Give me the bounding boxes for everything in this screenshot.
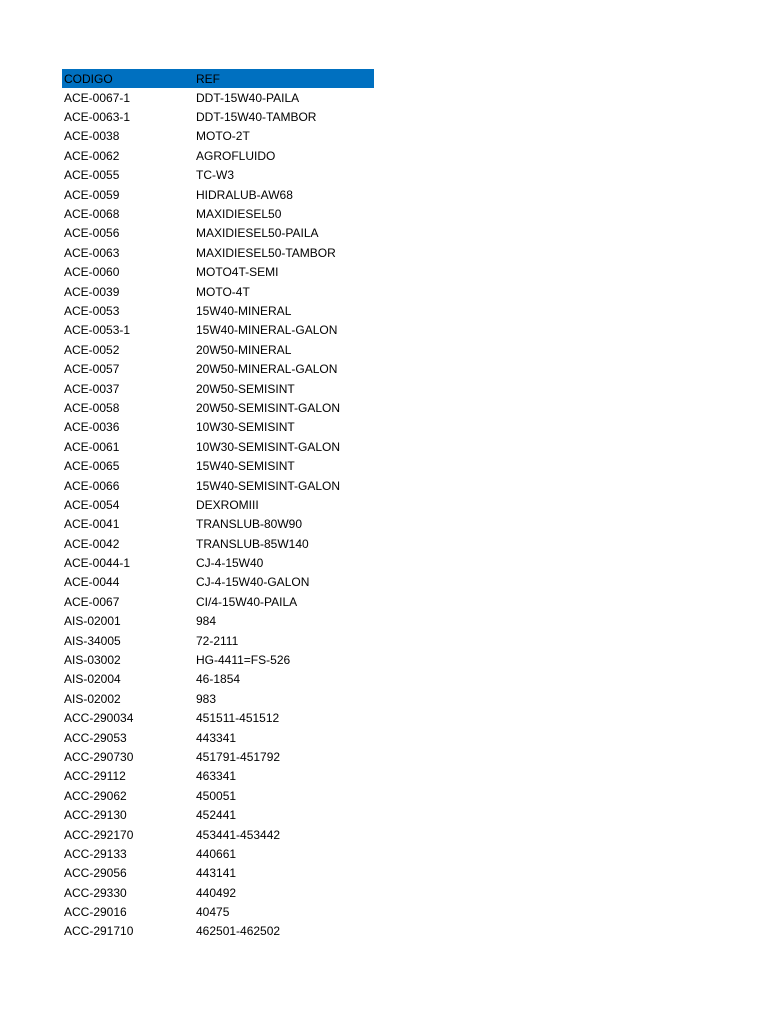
- cell-codigo[interactable]: ACE-0037: [64, 381, 120, 396]
- table-row: [62, 650, 374, 669]
- cell-codigo[interactable]: ACC-29133: [64, 846, 127, 861]
- cell-ref[interactable]: 20W50-SEMISINT-GALON: [196, 400, 341, 415]
- table-row: [62, 263, 374, 282]
- cell-codigo[interactable]: ACE-0059: [64, 187, 120, 202]
- cell-ref[interactable]: 20W50-MINERAL: [196, 342, 292, 357]
- table-row: [62, 301, 374, 320]
- table-row: [62, 786, 374, 805]
- cell-codigo[interactable]: ACE-0063: [64, 245, 120, 260]
- table-row: [62, 166, 374, 185]
- table-row: [62, 534, 374, 553]
- cell-codigo[interactable]: ACC-292170: [64, 827, 134, 842]
- cell-ref[interactable]: DEXROMIII: [196, 497, 259, 512]
- cell-codigo[interactable]: ACE-0056: [64, 226, 120, 241]
- cell-codigo[interactable]: ACE-0054: [64, 497, 120, 512]
- table-row: [62, 864, 374, 883]
- cell-ref[interactable]: 452441: [196, 808, 237, 823]
- table-row: [62, 418, 374, 437]
- cell-ref[interactable]: MAXIDIESEL50: [196, 207, 282, 222]
- cell-codigo[interactable]: ACE-0044-1: [64, 556, 131, 571]
- table-row: [62, 437, 374, 456]
- cell-ref[interactable]: 450051: [196, 788, 237, 803]
- table-row: [62, 359, 374, 378]
- cell-ref[interactable]: 15W40-MINERAL-GALON: [196, 323, 338, 338]
- cell-ref[interactable]: 453441-453442: [196, 827, 281, 842]
- cell-codigo[interactable]: ACE-0052: [64, 342, 120, 357]
- cell-codigo[interactable]: ACE-0057: [64, 362, 120, 377]
- cell-codigo[interactable]: ACE-0053-1: [64, 323, 131, 338]
- table-row: [62, 709, 374, 728]
- spreadsheet-table: [62, 69, 374, 941]
- cell-ref[interactable]: 46-1854: [196, 672, 241, 687]
- table-row: [62, 553, 374, 572]
- cell-ref[interactable]: 443141: [196, 866, 237, 881]
- cell-ref[interactable]: 20W50-SEMISINT: [196, 381, 295, 396]
- cell-codigo[interactable]: ACC-29112: [64, 769, 126, 784]
- table-row: [62, 282, 374, 301]
- column-header-ref[interactable]: REF: [196, 71, 220, 86]
- cell-codigo[interactable]: ACE-0060: [64, 265, 120, 280]
- cell-codigo[interactable]: ACE-0061: [64, 439, 120, 454]
- table-row: [62, 805, 374, 824]
- cell-ref[interactable]: 451511-451512: [196, 711, 280, 726]
- table-row: [62, 825, 374, 844]
- table-header-row: [62, 69, 374, 88]
- cell-ref[interactable]: 443341: [196, 730, 237, 745]
- cell-ref[interactable]: TC-W3: [196, 168, 234, 183]
- cell-ref[interactable]: HG-4411=FS-526: [196, 653, 291, 668]
- table-row: [62, 689, 374, 708]
- table-row: [62, 398, 374, 417]
- cell-ref[interactable]: MAXIDIESEL50-TAMBOR: [196, 245, 336, 260]
- table-row: [62, 631, 374, 650]
- cell-ref[interactable]: HIDRALUB-AW68: [196, 187, 293, 202]
- cell-ref[interactable]: 15W40-SEMISINT-GALON: [196, 478, 341, 493]
- table-row: [62, 224, 374, 243]
- table-row: [62, 243, 374, 262]
- column-header-codigo[interactable]: CODIGO: [64, 71, 113, 86]
- table-row: [62, 922, 374, 941]
- cell-ref[interactable]: 983: [196, 691, 217, 706]
- table-row: [62, 146, 374, 165]
- cell-ref[interactable]: 40475: [196, 905, 230, 920]
- cell-codigo[interactable]: ACE-0055: [64, 168, 120, 183]
- cell-ref[interactable]: 15W40-MINERAL: [196, 303, 292, 318]
- table-body: [62, 88, 374, 941]
- cell-codigo[interactable]: AIS-03002: [64, 653, 121, 668]
- cell-codigo[interactable]: AIS-02002: [64, 691, 121, 706]
- table-row: [62, 728, 374, 747]
- table-row: [62, 495, 374, 514]
- cell-ref[interactable]: AGROFLUIDO: [196, 148, 276, 163]
- cell-codigo[interactable]: ACE-0042: [64, 536, 120, 551]
- cell-ref[interactable]: 10W30-SEMISINT-GALON: [196, 439, 341, 454]
- cell-codigo[interactable]: ACE-0058: [64, 400, 120, 415]
- table-row: [62, 379, 374, 398]
- table-row: [62, 747, 374, 766]
- cell-ref[interactable]: 462501-462502: [196, 924, 281, 939]
- cell-ref[interactable]: 440492: [196, 885, 237, 900]
- table-row: [62, 767, 374, 786]
- cell-codigo[interactable]: ACE-0041: [64, 517, 120, 532]
- cell-ref[interactable]: DDT-15W40-PAILA: [196, 90, 300, 105]
- table-row: [62, 515, 374, 534]
- table-row: [62, 476, 374, 495]
- table-row: [62, 107, 374, 126]
- cell-codigo[interactable]: ACE-0044: [64, 575, 120, 590]
- cell-codigo[interactable]: AIS-02004: [64, 672, 121, 687]
- cell-codigo[interactable]: ACC-29130: [64, 808, 127, 823]
- cell-ref[interactable]: MOTO-4T: [196, 284, 250, 299]
- cell-codigo[interactable]: ACE-0065: [64, 459, 120, 474]
- cell-codigo[interactable]: ACC-290034: [64, 711, 134, 726]
- table-row: [62, 127, 374, 146]
- cell-ref[interactable]: TRANSLUB-80W90: [196, 517, 303, 532]
- cell-ref[interactable]: MOTO-2T: [196, 129, 250, 144]
- table-row: [62, 844, 374, 863]
- table-row: [62, 185, 374, 204]
- cell-ref[interactable]: DDT-15W40-TAMBOR: [196, 110, 317, 125]
- cell-codigo[interactable]: ACC-291710: [64, 924, 134, 939]
- table-row: [62, 612, 374, 631]
- cell-ref[interactable]: CJ-4-15W40-GALON: [196, 575, 310, 590]
- cell-ref[interactable]: 20W50-MINERAL-GALON: [196, 362, 338, 377]
- table-row: [62, 456, 374, 475]
- cell-ref[interactable]: CJ-4-15W40: [196, 556, 264, 571]
- cell-ref[interactable]: MOTO4T-SEMI: [196, 265, 279, 280]
- cell-ref[interactable]: 72-2111: [196, 633, 239, 648]
- cell-ref[interactable]: TRANSLUB-85W140: [196, 536, 309, 551]
- cell-ref[interactable]: 440661: [196, 846, 237, 861]
- table-row: [62, 340, 374, 359]
- cell-codigo[interactable]: ACE-0038: [64, 129, 120, 144]
- table-row: [62, 902, 374, 921]
- cell-codigo[interactable]: ACE-0036: [64, 420, 120, 435]
- table-row: [62, 204, 374, 223]
- cell-ref[interactable]: 10W30-SEMISINT: [196, 420, 295, 435]
- cell-codigo[interactable]: ACE-0039: [64, 284, 120, 299]
- cell-codigo[interactable]: AIS-02001: [64, 614, 121, 629]
- table-row: [62, 670, 374, 689]
- cell-codigo[interactable]: AIS-34005: [64, 633, 121, 648]
- cell-codigo[interactable]: ACE-0053: [64, 303, 120, 318]
- cell-codigo[interactable]: ACE-0066: [64, 478, 120, 493]
- table-row: [62, 573, 374, 592]
- cell-codigo[interactable]: ACC-29330: [64, 885, 127, 900]
- cell-ref[interactable]: 463341: [196, 769, 237, 784]
- cell-codigo[interactable]: ACE-0068: [64, 207, 120, 222]
- table-row: [62, 321, 374, 340]
- table-row: [62, 592, 374, 611]
- cell-codigo[interactable]: ACE-0067-1: [64, 90, 131, 105]
- cell-codigo[interactable]: ACE-0067: [64, 594, 120, 609]
- cell-codigo[interactable]: ACE-0063-1: [64, 110, 131, 125]
- cell-codigo[interactable]: ACC-29056: [64, 866, 127, 881]
- table-row: [62, 88, 374, 107]
- cell-ref[interactable]: CI/4-15W40-PAILA: [196, 594, 298, 609]
- cell-ref[interactable]: 984: [196, 614, 217, 629]
- cell-ref[interactable]: 451791-451792: [196, 749, 281, 764]
- table-row: [62, 883, 374, 902]
- cell-ref[interactable]: 15W40-SEMISINT: [196, 459, 295, 474]
- cell-codigo[interactable]: ACE-0062: [64, 148, 120, 163]
- cell-codigo[interactable]: ACC-29062: [64, 788, 127, 803]
- cell-codigo[interactable]: ACC-29053: [64, 730, 127, 745]
- cell-codigo[interactable]: ACC-290730: [64, 749, 134, 764]
- cell-codigo[interactable]: ACC-29016: [64, 905, 127, 920]
- cell-ref[interactable]: MAXIDIESEL50-PAILA: [196, 226, 319, 241]
